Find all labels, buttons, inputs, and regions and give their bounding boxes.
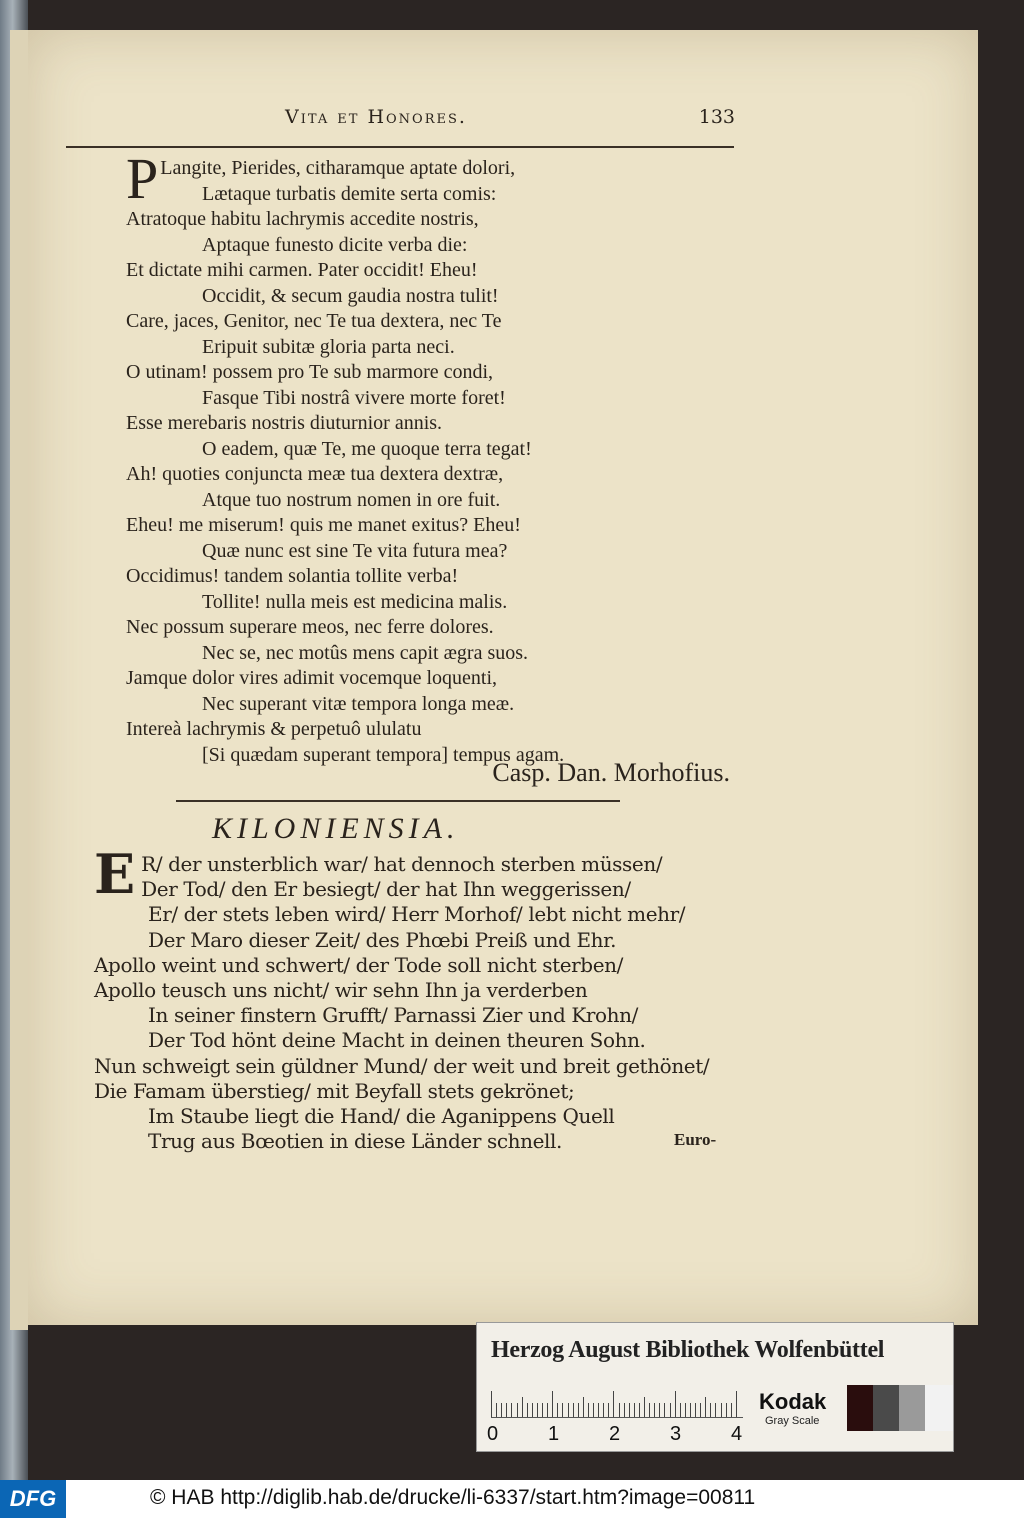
ruler-tick: [664, 1403, 665, 1417]
ruler-number: 4: [731, 1423, 743, 1445]
ruler-tick: [608, 1403, 609, 1417]
ruler-tick: [659, 1403, 660, 1417]
poem-line: Care, jaces, Genitor, nec Te tua dextera, nec Te: [126, 310, 502, 332]
ruler-tick: [517, 1403, 518, 1417]
german-line: Der Tod hönt deine Macht in deinen theuren Sohn.: [148, 1028, 646, 1053]
footer-bar: [0, 1480, 1024, 1518]
ruler-tick: [501, 1403, 502, 1417]
ruler-tick: [568, 1403, 569, 1417]
german-line: Trug aus Bœotien in diese Länder schnell.: [148, 1129, 562, 1154]
ruler-tick: [562, 1403, 563, 1417]
german-drop-cap: E: [94, 842, 136, 906]
gray-swatch: [899, 1385, 925, 1431]
poem-line: Nec se, nec motûs mens capit ægra suos.: [202, 641, 529, 664]
poem-line: Aptaque funesto dicite verba die:: [202, 233, 468, 256]
running-head: Vita et Honores.: [285, 106, 467, 128]
german-line: Die Famam überstieg/ mit Beyfall stets gekrönet;: [94, 1078, 575, 1103]
poem-line: Esse merebaris nostris diuturnior annis.: [126, 412, 443, 434]
ruler-tick: [603, 1403, 604, 1417]
ruler-tick: [491, 1391, 492, 1417]
ruler-tick: [542, 1403, 543, 1417]
poem-line: Occidit, & secum gaudia nostra tulit!: [202, 284, 499, 307]
copyright-link[interactable]: © HAB http://diglib.hab.de/drucke/li-6337/start.htm?image=00811: [150, 1486, 756, 1509]
first-line-text: Langite, Pierides, citharamque aptate dolori,: [160, 157, 516, 179]
ruler-tick: [715, 1403, 716, 1417]
ruler-tick: [705, 1397, 706, 1417]
section-rule: [176, 800, 620, 802]
ruler-tick: [670, 1403, 671, 1417]
drop-cap: P: [126, 146, 159, 211]
ruler-tick: [496, 1403, 497, 1417]
poem-line: Fasque Tibi nostrâ vivere morte foret!: [202, 386, 506, 409]
german-line: In seiner finstern Grufft/ Parnassi Zier und Krohn/: [148, 1003, 638, 1028]
poem-line: Eripuit subitæ gloria parta neci.: [202, 335, 455, 358]
german-line: Apollo weint und schwert/ der Tode soll nicht sterben/: [94, 952, 623, 977]
ruler-tick: [700, 1403, 701, 1417]
poem-line: O eadem, quæ Te, me quoque terra tegat!: [202, 437, 532, 460]
ruler-tick: [532, 1403, 533, 1417]
kodak-label: Kodak: [759, 1389, 827, 1414]
ruler-tick: [522, 1397, 523, 1417]
poem-line: O utinam! possem pro Te sub marmore condi,: [126, 361, 494, 383]
poem-line: Ah! quoties conjuncta meæ tua dextera dextræ,: [126, 463, 504, 485]
ruler-tick: [613, 1391, 614, 1417]
ruler-tick: [537, 1403, 538, 1417]
german-poem: [94, 842, 734, 1154]
poem-line: Eheu! me miserum! quis me manet exitus? Eheu!: [126, 514, 521, 536]
ruler-tick: [557, 1403, 558, 1417]
ruler-tick: [634, 1403, 635, 1417]
catchword: Euro-: [674, 1130, 717, 1149]
poem-line: Atratoque habitu lachrymis accedite nostris,: [126, 208, 479, 230]
poem-lines: [126, 182, 746, 769]
german-line: Der Tod/ den Er besiegt/ der hat Ihn weggerissen/: [141, 877, 631, 902]
gray-swatch: [873, 1385, 899, 1431]
ruler-tick: [649, 1403, 650, 1417]
ruler-tick: [511, 1403, 512, 1417]
poem-line: Quæ nunc est sine Te vita futura mea?: [202, 539, 508, 562]
german-line: Der Maro dieser Zeit/ des Phœbi Preiß und Ehr.: [148, 927, 617, 952]
ruler-tick: [644, 1397, 645, 1417]
ruler-number: 3: [670, 1423, 682, 1445]
dfg-logo: DFG: [0, 1480, 66, 1518]
ruler-tick: [624, 1403, 625, 1417]
german-line: Apollo teusch uns nicht/ wir sehn Ihn ja verderben: [94, 978, 588, 1003]
facing-page-edge: [10, 30, 28, 1330]
section-title: KILONIENSIA.: [212, 812, 460, 845]
poem-line: Tollite! nulla meis est medicina malis.: [202, 590, 508, 613]
ruler-tick: [629, 1403, 630, 1417]
gray-scale-label: Gray Scale: [765, 1415, 820, 1427]
poem-line: Nec superant vitæ tempora longa meæ.: [202, 692, 515, 715]
gray-swatch: [925, 1385, 953, 1431]
latin-poem: [126, 146, 746, 768]
ruler-tick: [639, 1403, 640, 1417]
german-lines: [94, 842, 734, 1154]
ruler-tick: [527, 1403, 528, 1417]
gray-swatch: [847, 1385, 873, 1431]
poem-line: Atque tuo nostrum nomen in ore fuit.: [202, 488, 501, 511]
ruler-baseline: [491, 1417, 743, 1418]
ruler-tick: [726, 1403, 727, 1417]
ruler-number: 0: [487, 1423, 499, 1445]
german-line: Im Staube liegt die Hand/ die Aganippens Quell: [148, 1104, 615, 1129]
ruler-tick: [578, 1403, 579, 1417]
ruler-tick: [736, 1391, 737, 1417]
ruler-tick: [593, 1403, 594, 1417]
poem-line: Occidimus! tandem solantia tollite verba!: [126, 565, 459, 587]
scale-ruler: [491, 1381, 743, 1421]
german-line: Er/ der stets leben wird/ Herr Morhof/ lebt nicht mehr/: [148, 902, 686, 927]
ruler-tick: [573, 1403, 574, 1417]
ruler-tick: [619, 1403, 620, 1417]
poem-line: Nec possum superare meos, nec ferre dolores.: [126, 616, 494, 638]
ruler-tick: [685, 1403, 686, 1417]
poem-line: [Si quædam superant tempora] tempus agam.: [202, 743, 565, 766]
ruler-number: 1: [548, 1423, 560, 1445]
ruler-tick: [588, 1403, 589, 1417]
ruler-tick: [721, 1403, 722, 1417]
page-header: [155, 106, 735, 136]
library-color-card: [476, 1322, 954, 1452]
ruler-tick: [506, 1403, 507, 1417]
ruler-tick: [675, 1391, 676, 1417]
ruler-tick: [598, 1403, 599, 1417]
page-number: 133: [698, 106, 735, 128]
ruler-number: 2: [609, 1423, 621, 1445]
ruler-tick: [583, 1397, 584, 1417]
ruler-tick: [654, 1403, 655, 1417]
poem-line: Et dictate mihi carmen. Pater occidit! Eheu!: [126, 259, 478, 281]
poem-line: Intereà lachrymis & perpetuô ululatu: [126, 718, 422, 740]
ruler-tick: [731, 1403, 732, 1417]
german-line: R/ der unsterblich war/ hat dennoch sterben müssen/: [141, 852, 663, 876]
header-rule: [66, 146, 734, 148]
ruler-tick: [547, 1403, 548, 1417]
poem-line: Jamque dolor vires adimit vocemque loquenti,: [126, 667, 498, 689]
ruler-tick: [680, 1403, 681, 1417]
ruler-tick: [690, 1403, 691, 1417]
library-name: Herzog August Bibliothek Wolfenbüttel: [491, 1337, 885, 1363]
ruler-tick: [552, 1391, 553, 1417]
poem-author: Casp. Dan. Morhofius.: [492, 758, 730, 787]
poem-line: Lætaque turbatis demite serta comis:: [202, 182, 497, 205]
ruler-tick: [710, 1403, 711, 1417]
german-line: Nun schweigt sein güldner Mund/ der weit und breit gethönet/: [94, 1053, 710, 1078]
ruler-tick: [695, 1403, 696, 1417]
